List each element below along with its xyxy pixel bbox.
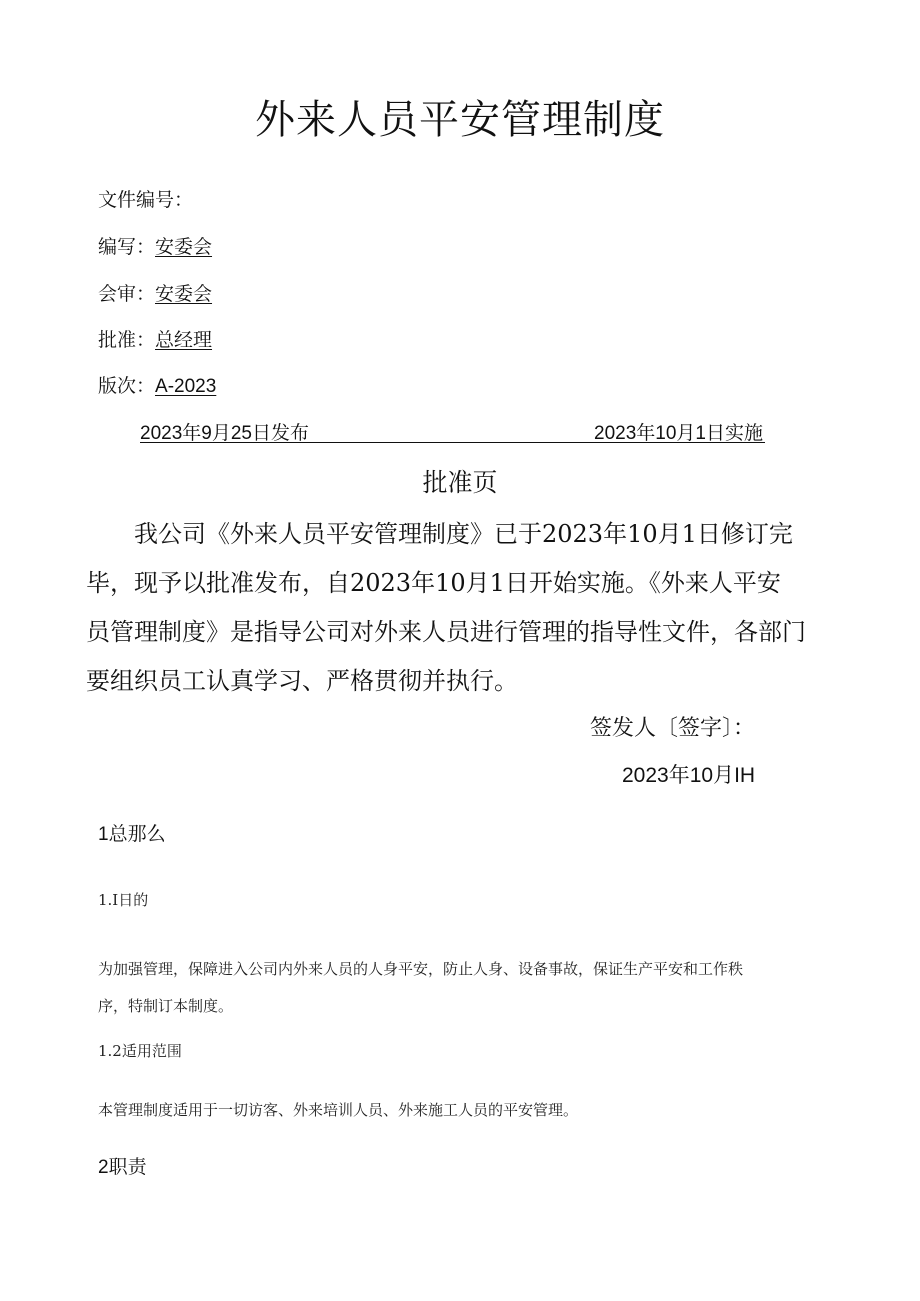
approval-text-line: 毕，现予以批准发布，自2023年10月1日开始实施。《外来人平安	[86, 569, 781, 597]
issue-date: 2023年9月25日发布	[140, 423, 309, 444]
meta-version	[98, 371, 216, 398]
meta-file-number	[98, 185, 193, 212]
approval-page-title: 批准页	[422, 468, 498, 497]
meta-value: 安委会	[155, 284, 213, 305]
meta-reviewer	[98, 279, 212, 306]
document-title: 外来人员平安管理制度	[255, 97, 665, 143]
signer-label: 签发人〔签字〕：	[590, 716, 756, 741]
effective-date: 2023年10月1日实施	[594, 423, 763, 444]
meta-value: 安委会	[155, 237, 213, 258]
section1-sub1-heading: 1.I日的	[98, 891, 149, 909]
meta-label: 版次：	[98, 376, 156, 397]
section1-sub1-text: 为加强管理，保障进入公司内外来人员的人身平安，防止人身、设备事故，保证生产平安和工作秩	[98, 960, 744, 978]
approval-text-line: 要组织员工认真学习、严格贯彻并执行。	[86, 667, 518, 695]
meta-label: 文件编号：	[98, 190, 194, 211]
section1-sub2-text: 本管理制度适用于一切访客、外来培训人员、外来施工人员的平安管理。	[98, 1101, 579, 1119]
meta-value: 总经理	[155, 330, 213, 351]
meta-approver	[98, 325, 212, 352]
section1-sub2-heading: 1.2适用范围	[98, 1042, 182, 1060]
approval-text-line: 我公司《外来人员平安管理制度》已于2023年10月1日修订完	[134, 520, 793, 548]
meta-author	[98, 232, 212, 259]
meta-label: 编写：	[98, 237, 156, 258]
section2-heading: 2职责	[98, 1157, 147, 1178]
meta-label: 会审：	[98, 284, 156, 305]
meta-label: 批准：	[98, 330, 156, 351]
date-line	[140, 418, 765, 443]
meta-value: A-2023	[155, 376, 217, 397]
sign-date: 2023年10月IH	[622, 764, 756, 787]
approval-text-line: 员管理制度》是指导公司对外来人员进行管理的指导性文件，各部门	[86, 618, 806, 646]
section1-sub1-text: 序，特制订本制度。	[98, 997, 234, 1015]
section1-heading: 1总那么	[98, 824, 166, 845]
